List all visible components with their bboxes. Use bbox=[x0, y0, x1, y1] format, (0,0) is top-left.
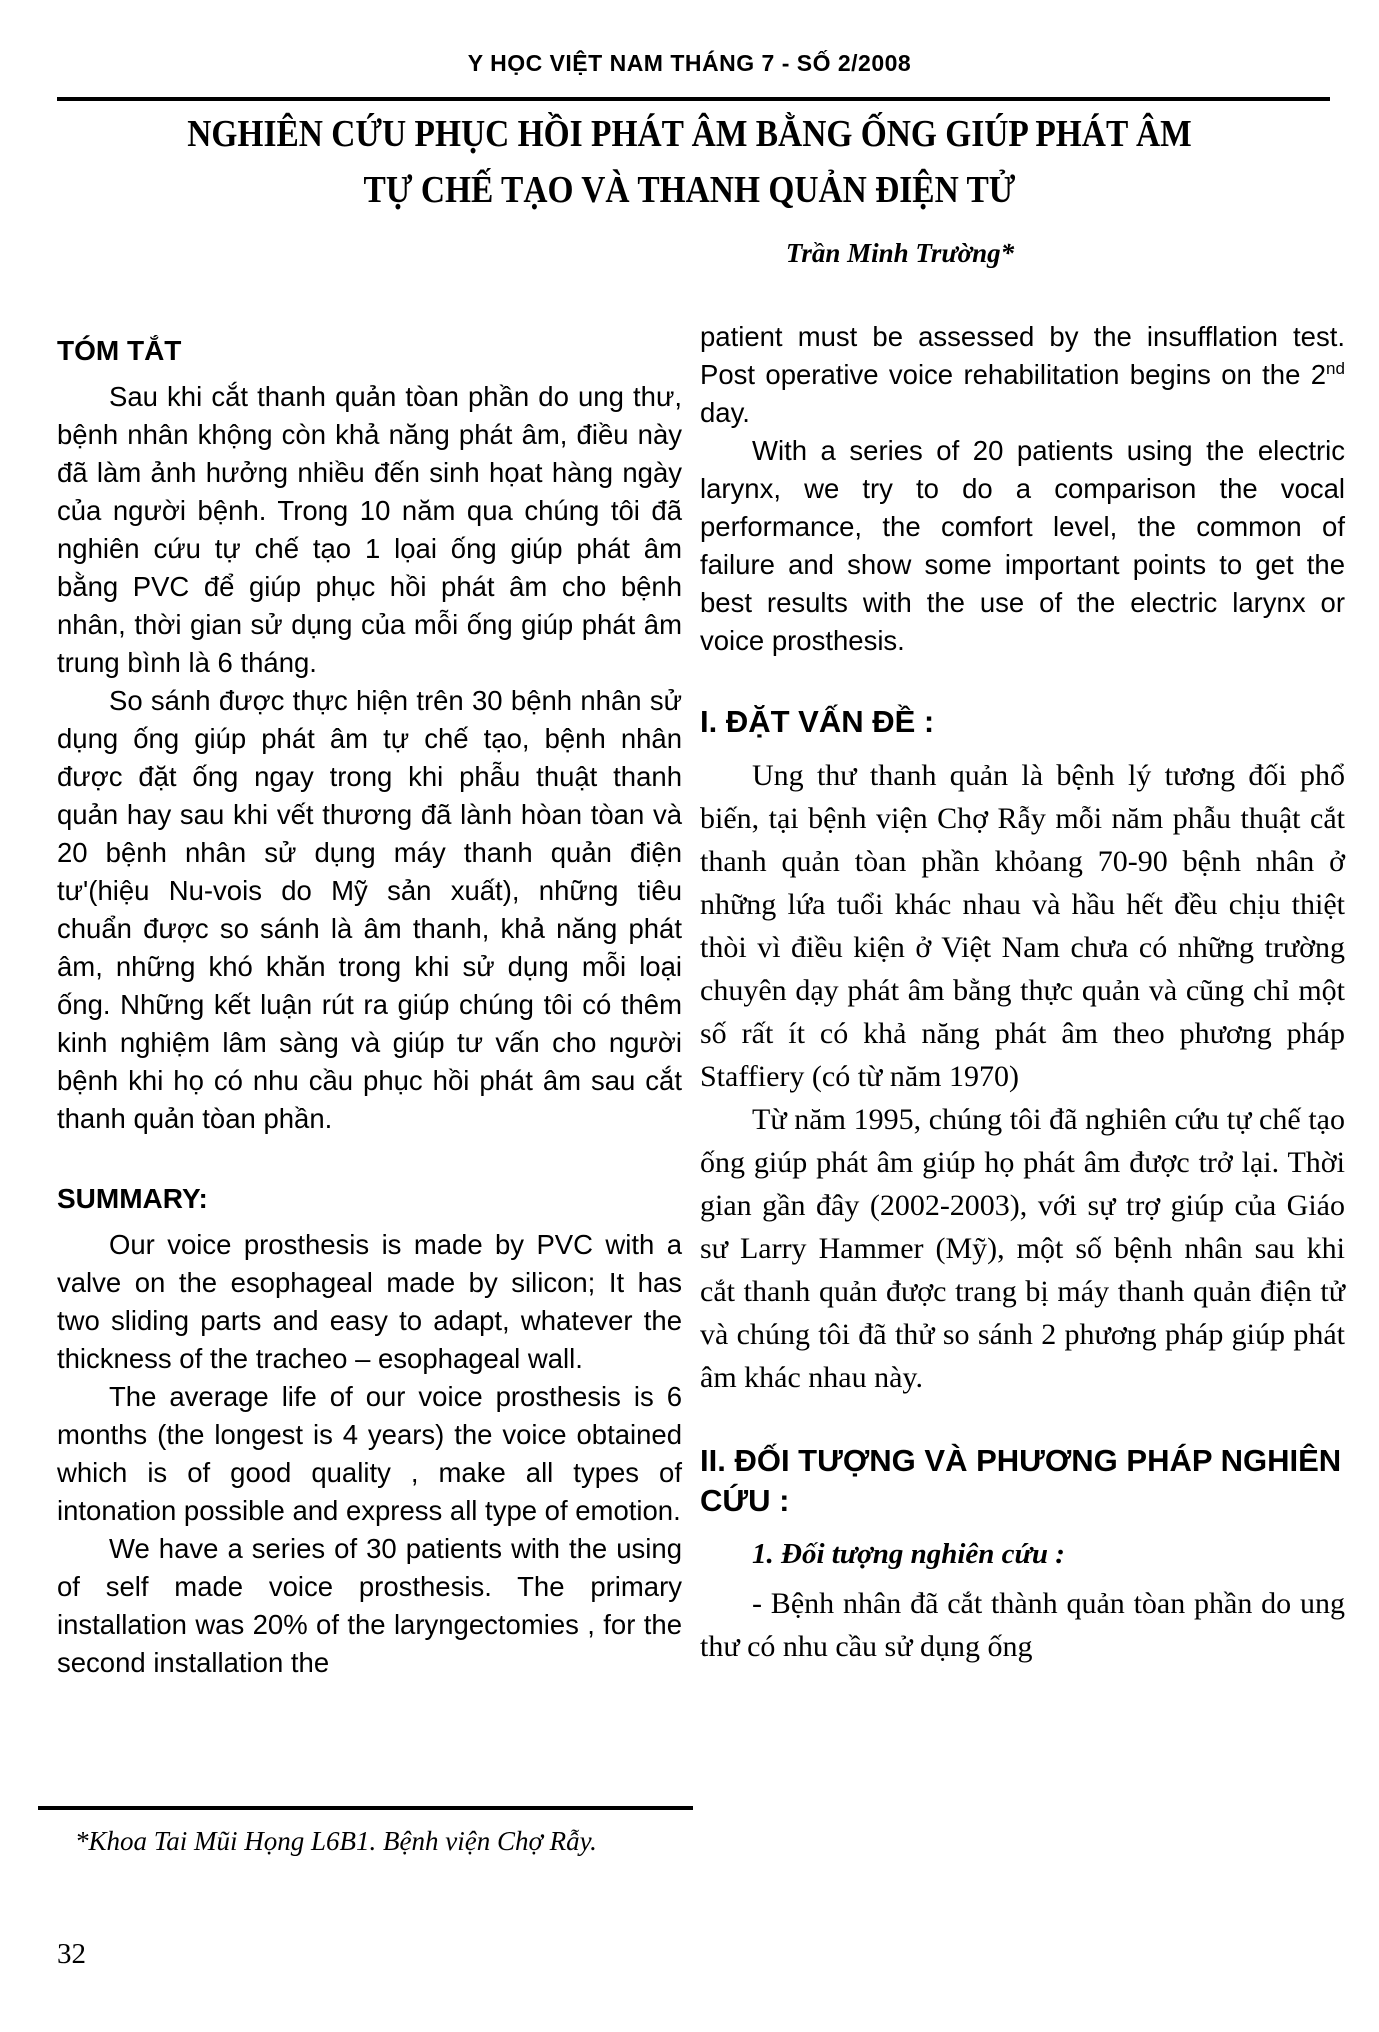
left-column bbox=[57, 332, 682, 1682]
abstract-paragraph-2: So sánh được thực hiện trên 30 bệnh nhân sử dụng ống giúp phát âm tự chế tạo, bệnh nhân được đặt ống ngay trong khi phẫu thuật thanh quản hay sau khi vết thương đã lành hòan tòan và 20 bệnh nhân sử dụng máy thanh quản điện tư'(hiệu Nu-vois do Mỹ sản xuất), những tiêu chuẩn được so sánh là âm thanh, khả năng phát âm, những khó khăn trong khi sử dụng mỗi loại ống. Những kết luận rút ra giúp chúng tôi có thêm kinh nghiệm lâm sàng và giúp tư vấn cho người bệnh khi họ có nhu cầu phục hồi phát âm sau cắt thanh quản tòan phần. bbox=[57, 685, 682, 1134]
continuation-text-pre: patient must be assessed by the insufflation test. Post operative voice rehabilitation begins on the 2 bbox=[700, 321, 1345, 390]
section-1-heading: I. ĐẶT VẤN ĐỀ : bbox=[700, 704, 935, 739]
journal-header: Y HỌC VIỆT NAM THÁNG 7 - SỐ 2/2008 bbox=[467, 50, 912, 76]
page-number: 32 bbox=[57, 1938, 86, 1970]
continuation-text-post: day. bbox=[700, 397, 750, 428]
section-2-heading: II. ĐỐI TƯỢNG VÀ PHƯƠNG PHÁP NGHIÊN CỨU : bbox=[700, 1443, 1342, 1518]
ordinal-superscript: nd bbox=[1326, 358, 1345, 378]
section-2-subheading-1: 1. Đối tượng nghiên cứu : bbox=[752, 1538, 1065, 1570]
section-1-body bbox=[700, 754, 1345, 1399]
article-title-line1: NGHIÊN CỨU PHỤC HỒI PHÁT ÂM BẰNG ỐNG GIÚP PHÁT ÂM bbox=[187, 113, 1192, 155]
section-1-paragraph-2: Từ năm 1995, chúng tôi đã nghiên cứu tự chế tạo ống giúp phát âm giúp họ phát âm được trở lại. Thời gian gần đây (2002-2003), với sự trợ giúp của Giáo sư Larry Hammer (Mỹ), một số bệnh nhân sau khi cắt thanh quản được trang bị máy thanh quản điện tử và chúng tôi đã thử so sánh 2 phương pháp giúp phát âm khác nhau này. bbox=[700, 1103, 1345, 1394]
summary-paragraph-1: Our voice prosthesis is made by PVC with a valve on the esophageal made by silicon; It has two sliding parts and easy to adapt, whatever the thickness of the tracheo – esophageal wall. bbox=[57, 1229, 682, 1374]
section-1-paragraph-1: Ung thư thanh quản là bệnh lý tương đối phổ biến, tại bệnh viện Chợ Rẫy mỗi năm phẫu thuật cắt thanh quản tòan phần khỏang 70-90 bệnh nhân ở những lứa tuổi khác nhau và hầu hết đều chịu thiệt thòi vì điều kiện ở Việt Nam chưa có những trường chuyên dạy phát âm bằng thực quản và cũng chỉ một số rất ít có khả năng phát âm theo phương pháp Staffiery (có từ năm 1970) bbox=[700, 759, 1345, 1093]
footnote-rule bbox=[38, 1806, 693, 1810]
right-column bbox=[700, 318, 1345, 1668]
section-2-paragraph-1: - Bệnh nhân đã cắt thành quản tòan phần do ung thư có nhu cầu sử dụng ống bbox=[700, 1587, 1345, 1663]
abstract-heading: TÓM TẮT bbox=[57, 335, 182, 366]
footnote-text: *Khoa Tai Mũi Họng L6B1. Bệnh viện Chợ Rẫy. bbox=[75, 1826, 597, 1856]
article-title-line2: TỰ CHẾ TẠO VÀ THANH QUẢN ĐIỆN TỬ bbox=[363, 169, 1016, 211]
section-2-body bbox=[700, 1533, 1345, 1668]
header-rule bbox=[57, 97, 1330, 101]
author-name: Trần Minh Trường* bbox=[785, 238, 1015, 268]
abstract-paragraph-1: Sau khi cắt thanh quản tòan phần do ung thư, bệnh nhân khộng còn khả năng phát âm, điều này đã làm ảnh hưởng nhiều đến sinh họat hàng ngày của người bệnh. Trong 10 năm qua chúng tôi đã nghiên cứu tự chế tạo 1 lọai ống giúp phát âm bằng PVC để giúp phục hồi phát âm cho bệnh nhân, thời gian sử dụng của mỗi ống giúp phát âm trung bình là 6 tháng. bbox=[57, 381, 682, 678]
summary-paragraph-2: The average life of our voice prosthesis is 6 months (the longest is 4 years) the voice obtained which is of good quality , make all types of intonation possible and express all type of emotion. bbox=[57, 1381, 682, 1526]
summary-heading: SUMMARY: bbox=[57, 1183, 208, 1214]
summary-continuation-paragraph bbox=[700, 318, 1345, 432]
summary-paragraph-3: We have a series of 30 patients with the using of self made voice prosthesis. The primary installation was 20% of the laryngectomies , for the second installation the bbox=[57, 1533, 682, 1678]
summary-continuation-paragraph-2: With a series of 20 patients using the electric larynx, we try to do a comparison the vocal performance, the comfort level, the common of failure and show some important points to get the best results with the use of the electric larynx or voice prosthesis. bbox=[700, 435, 1345, 656]
